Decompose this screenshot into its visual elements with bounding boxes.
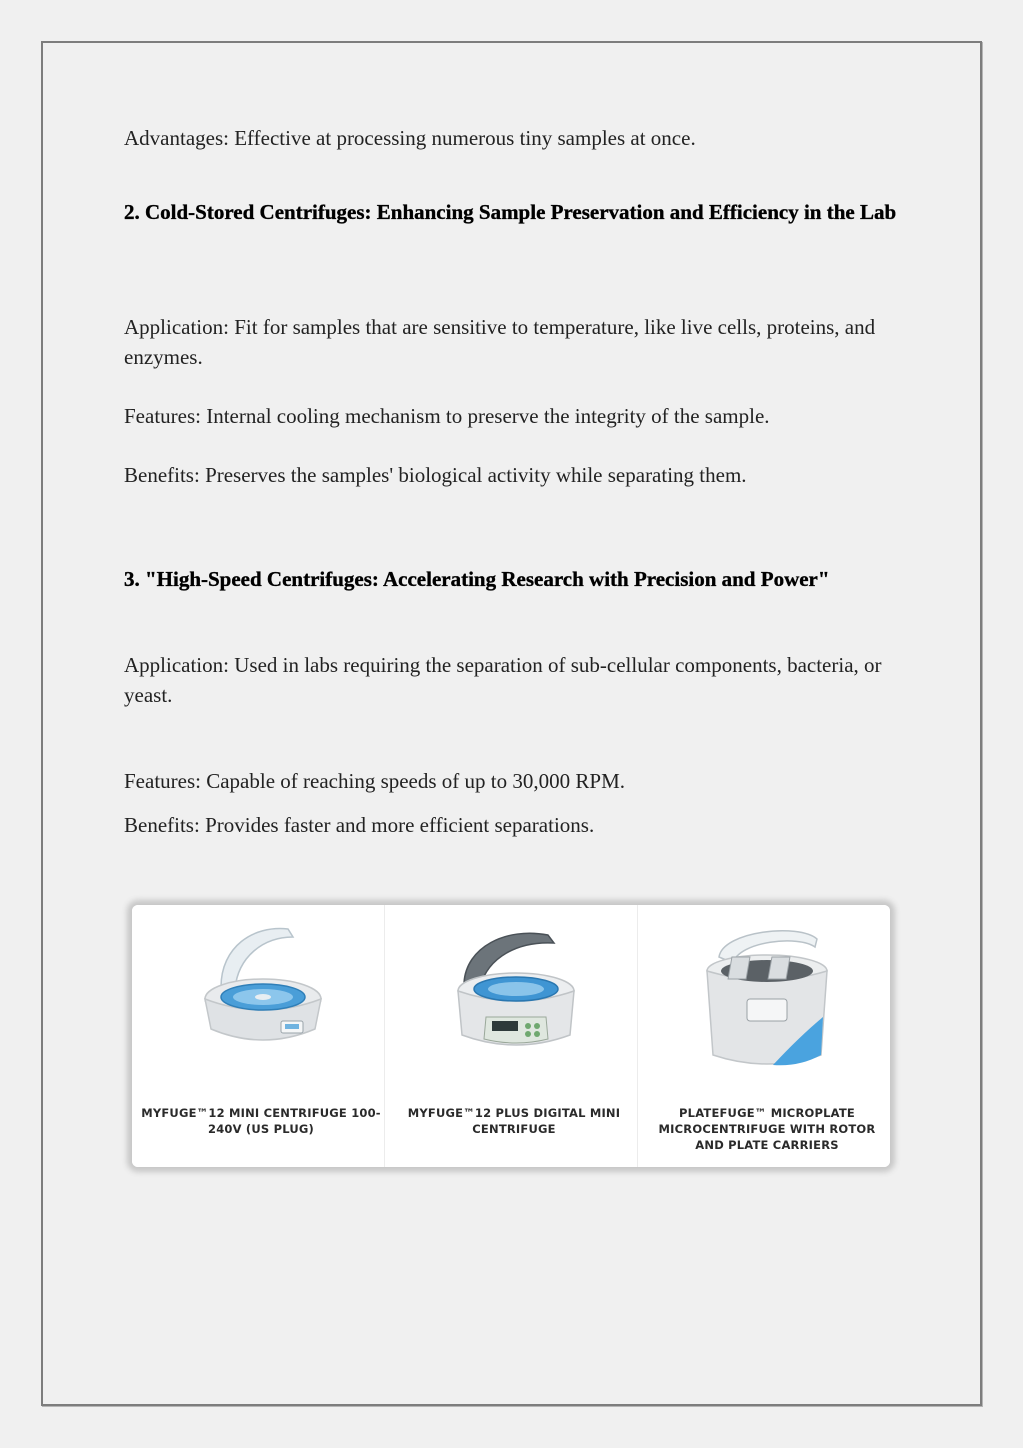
section-3-application: Application: Used in labs requiring the separation of sub-cellular components, bacteria, or yeast. [124,653,882,707]
digital-mini-centrifuge-icon [436,917,586,1057]
page-frame [41,41,982,1406]
product-card [637,905,890,1167]
product-image-strip [132,905,890,1167]
section-3-features: Features: Capable of reaching speeds of up to 30,000 RPM. [124,769,625,793]
mini-centrifuge-icon [183,917,333,1057]
section-2-application: Application: Fit for samples that are sensitive to temperature, like live cells, proteins, and enzymes. [124,315,876,369]
section-2-benefits: Benefits: Preserves the samples' biological activity while separating them. [124,463,747,487]
product-caption: PLATEFUGE™ MICROPLATE MICROCENTRIFUGE WITH ROTOR AND PLATE CARRIERS [658,1106,876,1152]
section-3-benefits: Benefits: Provides faster and more efficient separations. [124,813,595,837]
product-caption: MYFUGE™12 PLUS DIGITAL MINI CENTRIFUGE [407,1106,621,1136]
section-3-heading: 3. "High-Speed Centrifuges: Accelerating Research with Precision and Power" [124,567,830,591]
microplate-centrifuge-icon [689,917,839,1077]
product-card [384,905,637,1167]
product-card [132,905,384,1167]
advantages-text: Advantages: Effective at processing numerous tiny samples at once. [124,126,696,150]
section-2-heading: 2. Cold-Stored Centrifuges: Enhancing Sample Preservation and Efficiency in the Lab [124,200,897,224]
product-caption: MYFUGE™12 MINI CENTRIFUGE 100- 240V (US PLUG) [141,1106,381,1136]
section-2-features: Features: Internal cooling mechanism to preserve the integrity of the sample. [124,404,770,428]
